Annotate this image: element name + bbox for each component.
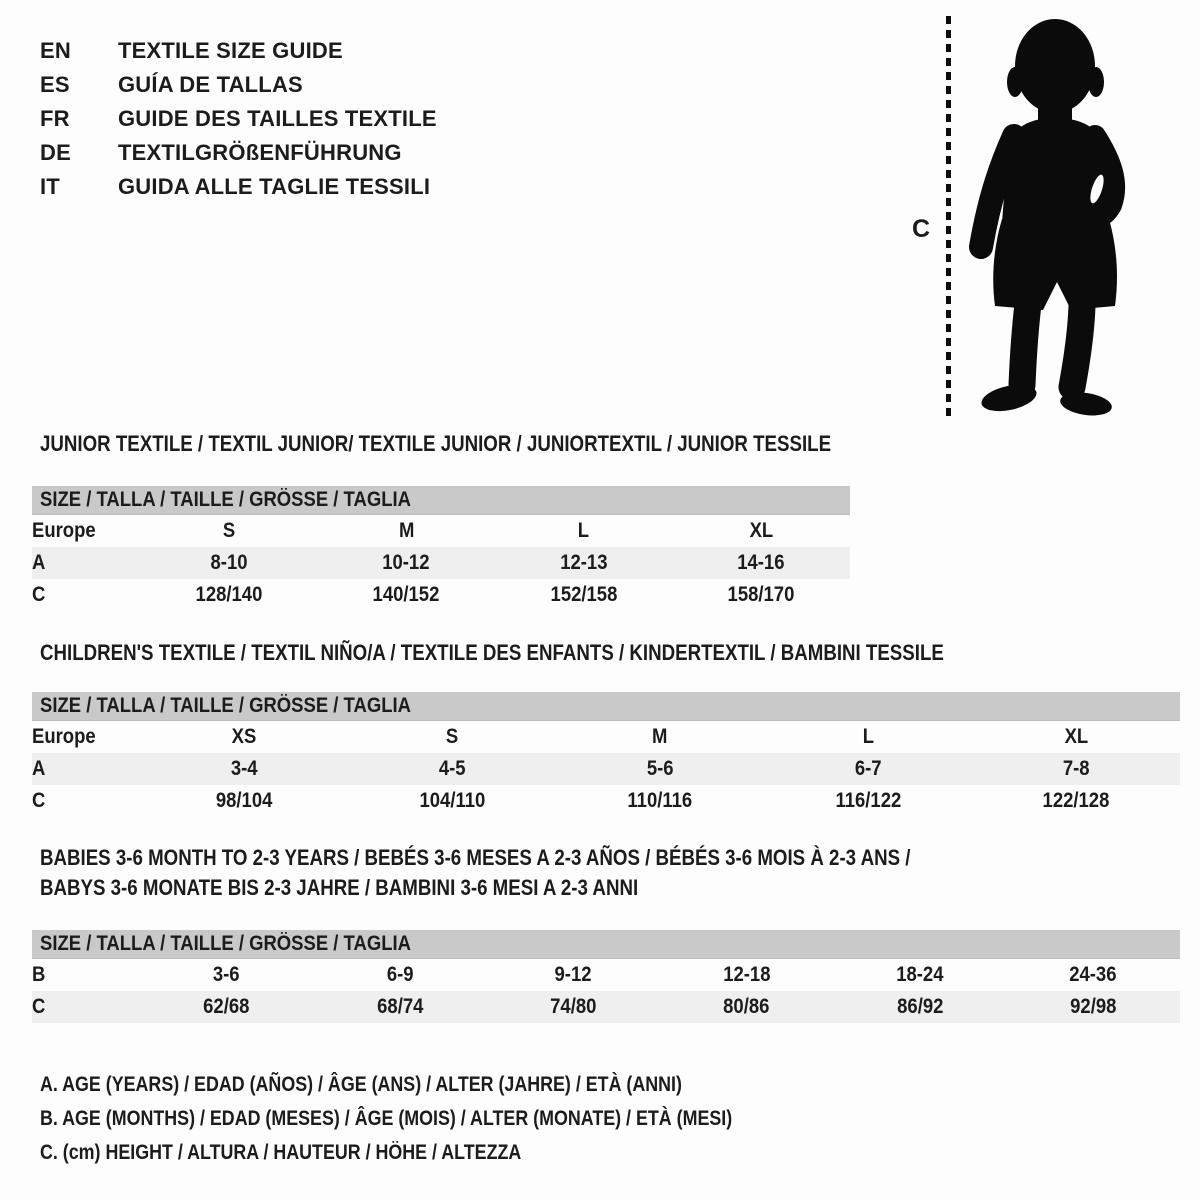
value-cell	[140, 991, 313, 1023]
value-cell	[1007, 959, 1180, 991]
language-row	[40, 170, 437, 204]
row-label: Europe	[32, 518, 96, 542]
value-text: 14-16	[737, 550, 785, 574]
section-heading-text: BABIES 3-6 MONTH TO 2-3 YEARS / BEBÉS 3-6 MESES A 2-3 AÑOS / BÉBÉS 3-6 MOIS À 2-3 ANS /	[40, 845, 911, 870]
table-row	[32, 515, 850, 547]
value-text: M	[398, 518, 414, 542]
value-text: 4-5	[438, 756, 466, 780]
table-row	[32, 785, 1180, 817]
value-cell	[140, 579, 318, 611]
row-label: C	[32, 582, 46, 606]
value-text: 9-12	[554, 962, 592, 986]
size-table-children	[32, 692, 1180, 817]
value-text: 98/104	[215, 788, 273, 812]
table-row	[32, 753, 1180, 785]
value-text: 18-24	[896, 962, 944, 986]
size-header-cell	[32, 486, 850, 515]
section-heading	[40, 843, 1064, 903]
row-label-cell	[32, 579, 140, 611]
value-text: 12-13	[560, 550, 608, 574]
row-label: A	[32, 550, 46, 574]
section-heading	[40, 640, 1103, 666]
size-header-cell	[32, 930, 1180, 959]
height-measure-line	[946, 16, 951, 416]
value-text: 74/80	[550, 994, 597, 1018]
value-text: S	[222, 518, 235, 542]
value-cell	[487, 991, 660, 1023]
row-label: C	[32, 994, 46, 1018]
value-text: L	[862, 724, 874, 748]
value-text: 6-7	[854, 756, 882, 780]
language-code: ES	[40, 72, 70, 97]
value-cell	[764, 721, 972, 753]
row-label-cell	[32, 753, 140, 785]
row-label-cell	[32, 959, 140, 991]
value-text: L	[578, 518, 590, 542]
value-text: 3-4	[230, 756, 258, 780]
table-row	[32, 579, 850, 611]
value-cell	[140, 959, 313, 991]
value-cell	[1007, 991, 1180, 1023]
value-cell	[660, 959, 833, 991]
language-title: TEXTILGRÖßENFÜHRUNG	[118, 140, 402, 165]
value-cell	[972, 753, 1180, 785]
language-code: DE	[40, 140, 71, 165]
value-cell	[140, 785, 348, 817]
table-row	[32, 547, 850, 579]
row-label-cell	[32, 515, 140, 547]
value-text: S	[445, 724, 459, 748]
legend-line	[40, 1102, 854, 1136]
value-cell	[318, 515, 496, 547]
language-code: IT	[40, 174, 60, 199]
row-label-cell	[32, 547, 140, 579]
value-text: 122/128	[1042, 788, 1110, 812]
value-text: 24-36	[1069, 962, 1117, 986]
legend-line	[40, 1136, 854, 1170]
language-title: GUÍA DE TALLAS	[118, 72, 303, 97]
language-row	[40, 136, 437, 170]
section-heading-text: CHILDREN'S TEXTILE / TEXTIL NIÑO/A / TEXTILE DES ENFANTS / KINDERTEXTIL / BAMBINI TESSILE	[40, 640, 944, 665]
value-text: 104/110	[419, 788, 485, 812]
language-row	[40, 68, 437, 102]
value-text: 92/98	[1070, 994, 1117, 1018]
language-row	[40, 102, 437, 136]
value-text: 128/140	[195, 582, 263, 606]
value-cell	[833, 991, 1006, 1023]
size-header-row	[32, 930, 1180, 959]
language-code: EN	[40, 38, 71, 63]
size-header-text: SIZE / TALLA / TAILLE / GRÖSSE / TAGLIA	[40, 488, 411, 511]
table-row	[32, 721, 1180, 753]
row-label-cell	[32, 721, 140, 753]
value-cell	[972, 785, 1180, 817]
value-cell	[313, 991, 486, 1023]
language-title-list	[40, 34, 437, 204]
value-text: M	[652, 724, 668, 748]
value-text: 5-6	[646, 756, 674, 780]
value-cell	[660, 991, 833, 1023]
value-cell	[673, 579, 851, 611]
size-header-text: SIZE / TALLA / TAILLE / GRÖSSE / TAGLIA	[40, 932, 411, 955]
row-label: A	[32, 756, 46, 780]
language-title: GUIDE DES TAILLES TEXTILE	[118, 106, 437, 131]
language-title: GUIDA ALLE TAGLIE TESSILI	[118, 174, 431, 199]
value-cell	[673, 515, 851, 547]
value-cell	[556, 753, 764, 785]
legend-text: B. AGE (MONTHS) / EDAD (MESES) / ÂGE (MOIS) / ALTER (MONATE) / ETÀ (MESI)	[40, 1107, 733, 1130]
value-text: 7-8	[1062, 756, 1090, 780]
value-cell	[764, 785, 972, 817]
size-header-text: SIZE / TALLA / TAILLE / GRÖSSE / TAGLIA	[40, 694, 411, 717]
row-label-cell	[32, 991, 140, 1023]
value-text: 62/68	[203, 994, 250, 1018]
language-row	[40, 34, 437, 68]
value-text: XL	[749, 518, 774, 542]
value-cell	[140, 721, 348, 753]
value-text: 86/92	[896, 994, 944, 1018]
section-heading-line	[40, 873, 1064, 903]
size-header-cell	[32, 692, 1180, 721]
value-cell	[673, 547, 851, 579]
value-cell	[140, 547, 318, 579]
language-title: TEXTILE SIZE GUIDE	[118, 38, 343, 63]
section-heading-text: BABYS 3-6 MONATE BIS 2-3 JAHRE / BAMBINI 3-6 MESI A 2-3 ANNI	[40, 875, 639, 900]
value-text: 3-6	[213, 962, 241, 986]
row-label-cell	[32, 785, 140, 817]
size-table-babies	[32, 930, 1180, 1023]
value-cell	[764, 753, 972, 785]
table-row	[32, 959, 1180, 991]
value-text: 80/86	[723, 994, 770, 1018]
value-text: 110/116	[627, 788, 693, 812]
row-label: C	[32, 788, 46, 812]
value-text: XL	[1064, 724, 1088, 748]
value-cell	[972, 721, 1180, 753]
toddler-silhouette-icon	[968, 15, 1140, 420]
row-label: B	[32, 962, 46, 986]
section-heading-line	[40, 640, 1103, 666]
language-code: FR	[40, 106, 70, 131]
size-header-row	[32, 692, 1180, 721]
value-text: 152/158	[550, 582, 618, 606]
section-heading-text: JUNIOR TEXTILE / TEXTIL JUNIOR/ TEXTILE JUNIOR / JUNIORTEXTIL / JUNIOR TESSILE	[40, 431, 832, 456]
value-cell	[495, 547, 673, 579]
value-text: 12-18	[723, 962, 771, 986]
section-heading-line	[40, 843, 1064, 873]
value-cell	[348, 785, 556, 817]
value-cell	[313, 959, 486, 991]
value-text: 6-9	[386, 962, 414, 986]
value-cell	[487, 959, 660, 991]
value-cell	[318, 579, 496, 611]
table-row	[32, 991, 1180, 1023]
row-label: Europe	[32, 724, 96, 748]
value-cell	[140, 753, 348, 785]
value-cell	[348, 721, 556, 753]
value-text: 140/152	[372, 582, 440, 606]
legend-text: C. (cm) HEIGHT / ALTURA / HAUTEUR / HÖHE / ALTEZZA	[40, 1141, 522, 1164]
value-text: 158/170	[727, 582, 795, 606]
legend-line	[40, 1068, 854, 1102]
value-text: 8-10	[210, 550, 248, 574]
value-cell	[833, 959, 1006, 991]
height-measure-label: C	[912, 215, 931, 243]
value-cell	[348, 753, 556, 785]
value-cell	[140, 515, 318, 547]
legend-text: A. AGE (YEARS) / EDAD (AÑOS) / ÂGE (ANS) / ALTER (JAHRE) / ETÀ (ANNI)	[40, 1073, 682, 1096]
value-cell	[556, 785, 764, 817]
measurement-legend	[40, 1068, 854, 1170]
section-heading	[40, 431, 971, 457]
value-text: 116/122	[835, 788, 901, 812]
value-cell	[318, 547, 496, 579]
value-text: 10-12	[382, 550, 430, 574]
value-cell	[495, 515, 673, 547]
size-table-junior	[32, 486, 850, 611]
value-text: 68/74	[376, 994, 424, 1018]
size-header-row	[32, 486, 850, 515]
section-heading-line	[40, 431, 971, 457]
value-text: XS	[231, 724, 257, 748]
value-cell	[556, 721, 764, 753]
value-cell	[495, 579, 673, 611]
